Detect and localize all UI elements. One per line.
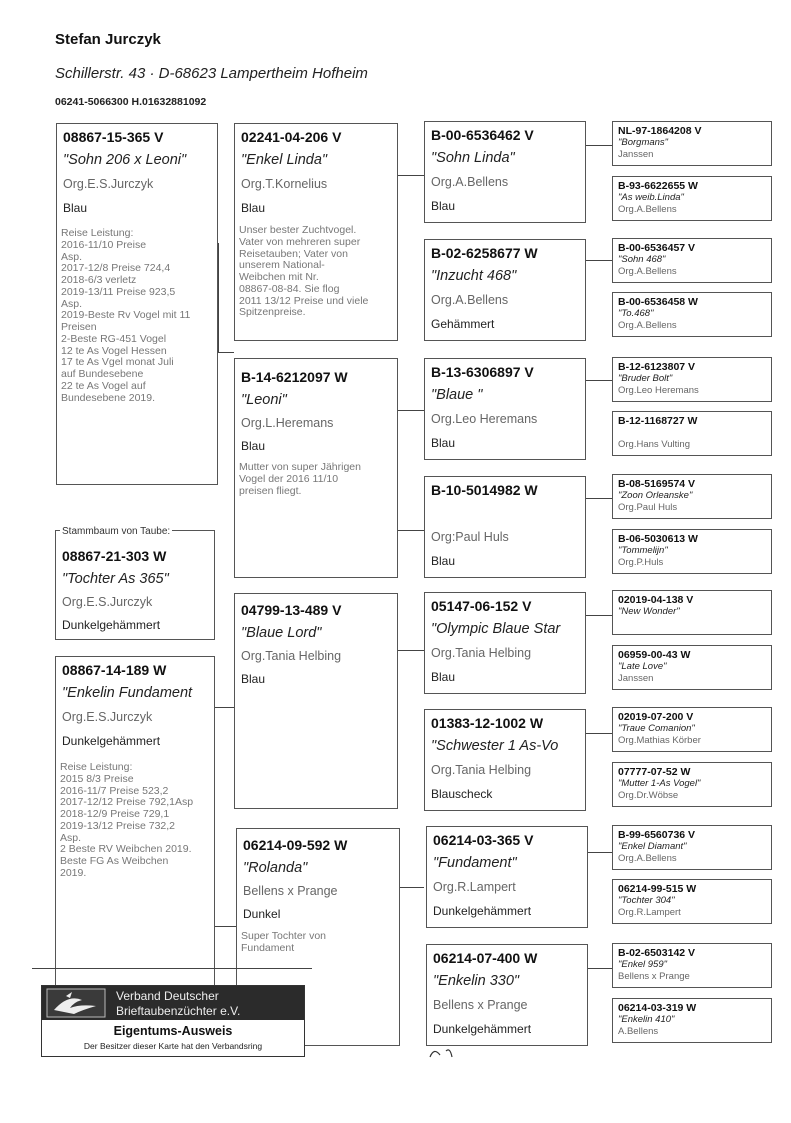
connector-line (214, 926, 236, 927)
ring-number: 02241-04-206 V (241, 129, 342, 145)
breeder-origin: Org.E.S.Jurczyk (63, 177, 154, 191)
connector-line (586, 260, 612, 261)
ring-number: B-00-6536457 V (618, 242, 696, 254)
note-line: Asp. (61, 250, 83, 263)
pigeon-name: "Blaue Lord" (241, 625, 322, 641)
pigeon-color: Dunkelgehämmert (62, 734, 161, 748)
ring-number: 06214-09-592 W (243, 837, 348, 853)
ring-number: 05147-06-152 V (431, 598, 532, 614)
pigeon-color: Dunkelgehämmert (433, 1022, 532, 1036)
ring-number: B-13-6306897 V (431, 364, 534, 380)
pedigree-box-great-grandparent (424, 239, 586, 341)
notes (60, 762, 193, 880)
pedigree-box-gen4 (612, 825, 772, 870)
owner-name: Stefan Jurczyk (55, 31, 161, 48)
connector-line (586, 145, 612, 146)
note-line: 2018-6/3 verletz (61, 274, 137, 286)
ownership-card (41, 985, 305, 1057)
note-line: 08867-08-84. Sie flog (239, 282, 340, 295)
note-line: Unser bester Zuchtvogel. (239, 224, 357, 236)
pigeon-name: "Inzucht 468" (431, 268, 517, 284)
ring-number: 02019-07-200 V (618, 711, 694, 723)
pigeon-name: "As weib.Linda" (618, 192, 684, 203)
notes (241, 931, 326, 955)
note-line: 2017-12/8 Preise 724,4 (61, 262, 171, 275)
ring-number: NL-97-1864208 V (618, 125, 702, 137)
pigeon-color: Dunkelgehämmert (433, 904, 532, 918)
breeder-origin: Org.A.Bellens (431, 175, 509, 189)
ring-number: B-99-6560736 V (618, 829, 696, 841)
owner-phone: 06241-5066300 H.01632881092 (55, 96, 207, 108)
notes (239, 225, 368, 319)
pedigree-box-gen4 (612, 357, 772, 402)
breeder-origin: Org.E.S.Jurczyk (62, 595, 153, 609)
ring-number: 06214-07-400 W (433, 950, 538, 966)
ring-number: B-08-5169574 V (618, 478, 696, 490)
pigeon-name: "Enkelin 410" (618, 1014, 675, 1025)
connector-line (398, 530, 424, 531)
pigeon-color: Blau (431, 436, 456, 450)
pedigree-box-gen4 (612, 762, 772, 807)
card-subtitle: Der Besitzer dieser Karte hat den Verbandsring (83, 1041, 263, 1051)
breeder-origin: Bellens x Prange (618, 971, 690, 982)
note-line: 2-Beste RG-451 Vogel (61, 332, 167, 345)
connector-line (398, 887, 424, 888)
note-line: Bundesebene 2019. (61, 391, 156, 404)
pedigree-box-gen4 (612, 292, 772, 337)
pedigree-box-gen4 (612, 176, 772, 221)
pedigree-box-great-grandparent (424, 358, 586, 460)
connector-line (398, 650, 424, 651)
connector-line (398, 410, 424, 411)
breeder-origin: A.Bellens (618, 1026, 659, 1037)
ring-number: 08867-15-365 V (63, 129, 164, 145)
pigeon-color: Blau (431, 199, 456, 213)
note-line: auf Bundesebene (61, 368, 144, 380)
note-line: Spitzenpreise. (239, 306, 306, 319)
ring-number: B-12-1168727 W (618, 415, 698, 427)
note-line: Reise Leistung: (61, 227, 134, 239)
pedigree-box-gen4 (612, 411, 772, 456)
pedigree-box-great-grandparent (426, 944, 588, 1046)
breeder-origin: Org.Tania Helbing (241, 649, 342, 663)
pigeon-name: "Tommelijn" (618, 545, 668, 556)
ring-number: B-02-6503142 V (618, 947, 696, 959)
note-line: 22 te As Vogel auf (61, 379, 146, 392)
note-line: unserem National- (239, 259, 325, 272)
pigeon-name: "Sohn Linda" (431, 150, 515, 166)
ring-number: B-00-6536462 V (431, 127, 534, 143)
pigeon-name: "New Wonder" (618, 606, 680, 617)
owner-address: Schillerstr. 43 · D-68623 Lampertheim Hofheim (55, 65, 368, 82)
note-line: 2016-11/7 Preise 523,2 (60, 784, 169, 797)
breeder-origin: Bellens x Prange (433, 998, 528, 1012)
note-line: Super Tochter von (241, 930, 327, 942)
breeder-origin: Org.P.Huls (618, 557, 664, 568)
breeder-origin: Org.Paul Huls (618, 502, 678, 513)
pedigree-box-great-grandparent (424, 476, 586, 578)
breeder-origin: Janssen (618, 149, 654, 160)
breeder-origin: Org.Tania Helbing (431, 646, 532, 660)
pedigree-box-gen4 (612, 474, 772, 519)
ring-number: B-14-6212097 W (241, 369, 348, 385)
ring-number: 06214-03-365 V (433, 832, 534, 848)
pigeon-color: Blau (241, 672, 266, 686)
pigeon-name: "Leoni" (241, 392, 287, 408)
breeder-origin: Org.A.Bellens (618, 853, 677, 864)
pedigree-box-great-grandparent (426, 826, 588, 928)
ring-number: B-10-5014982 W (431, 482, 538, 498)
note-line: 2011 13/12 Preise und viele (239, 294, 369, 307)
breeder-origin: Org.A.Bellens (618, 204, 677, 215)
note-line: Weibchen mit Nr. (239, 271, 319, 283)
pedigree-box-grandparent (234, 123, 398, 341)
breeder-origin: Org.R.Lampert (433, 880, 516, 894)
connector-line (586, 615, 612, 616)
breeder-origin: Org.A.Bellens (618, 320, 677, 331)
note-line: Reisetauben; Vater von (239, 247, 348, 260)
handwritten-mark-icon (428, 1045, 478, 1059)
note-line: Fundament (241, 941, 295, 954)
pedigree-box-great-grandparent (424, 121, 586, 223)
connector-line (586, 852, 612, 853)
pigeon-name: "Rolanda" (243, 860, 308, 876)
breeder-origin: Org.R.Lampert (618, 907, 681, 918)
breeder-origin: Org.E.S.Jurczyk (62, 710, 153, 724)
breeder-origin: Org.Leo Heremans (618, 385, 699, 396)
pigeon-name: "Enkelin Fundament (62, 685, 193, 701)
pigeon-name: "Zoon Orleanske" (618, 490, 693, 501)
pedigree-box-great-grandparent (424, 709, 586, 811)
pedigree-box-gen4 (612, 529, 772, 574)
pigeon-name: "Mutter 1-As Vogel" (618, 778, 701, 789)
pigeon-name: "Sohn 468" (618, 254, 666, 265)
breeder-origin: Org.Dr.Wöbse (618, 790, 679, 801)
pedigree-box-subject (56, 123, 218, 485)
card-org-line2: Brieftaubenzüchter e.V. (116, 1004, 241, 1018)
pigeon-color: Dunkel (243, 907, 281, 921)
ring-number: 07777-07-52 W (618, 766, 691, 778)
note-line: 2019-13/12 Preise 732,2 (60, 819, 176, 832)
pedigree-box-gen4 (612, 943, 772, 988)
pedigree-box-great-grandparent (424, 592, 586, 694)
connector-line (586, 968, 612, 969)
pigeon-name: "Bruder Bolt" (618, 373, 673, 384)
card-org-line1: Verband Deutscher (116, 989, 219, 1003)
pigeon-name: "Fundament" (433, 855, 517, 871)
breeder-origin: Org.Mathias Körber (618, 735, 701, 746)
pigeon-logo-icon (46, 988, 106, 1018)
pigeon-name: "Tochter As 365" (62, 571, 169, 587)
note-line: 2017-12/12 Preise 792,1Asp (60, 796, 194, 809)
breeder-origin: Org.T.Kornelius (241, 177, 328, 191)
pedigree-box-gen4 (612, 998, 772, 1043)
note-line: 2019-13/11 Preise 923,5 (61, 285, 176, 298)
pigeon-name: "Olympic Blaue Star (431, 621, 561, 637)
pigeon-name: "Tochter 304" (618, 895, 675, 906)
pigeon-name: "Enkel Linda" (241, 152, 328, 168)
pedigree-box-gen4 (612, 645, 772, 690)
pigeon-color: Gehämmert (431, 317, 495, 331)
note-line: 12 te As Vogel Hessen (61, 344, 167, 357)
breeder-origin: Org:Paul Huls (431, 530, 509, 544)
note-line: Vogel der 2016 11/10 (239, 472, 339, 485)
ring-number: B-12-6123807 V (618, 361, 696, 373)
note-line: Beste FG As Weibchen (60, 855, 169, 867)
connector-line (398, 175, 424, 176)
divider-line (32, 968, 312, 969)
notes (239, 462, 361, 497)
pigeon-name: "Borgmans" (618, 137, 669, 148)
notes (61, 228, 190, 404)
pigeon-color: Blauscheck (431, 787, 493, 801)
note-line: 2016-11/10 Preise (61, 238, 147, 251)
ring-number: 02019-04-138 V (618, 594, 694, 606)
breeder-origin: Bellens x Prange (243, 884, 338, 898)
pigeon-name: "Enkel 959" (618, 959, 667, 970)
pedigree-box-grandparent (234, 358, 398, 578)
connector-line (218, 352, 234, 353)
note-line: 2015 8/3 Preise (60, 772, 134, 785)
note-line: Vater von mehreren super (239, 235, 361, 248)
ring-number: 08867-14-189 W (62, 662, 167, 678)
pedigree-box-gen4 (612, 121, 772, 166)
pigeon-name: "Enkelin 330" (433, 973, 520, 989)
pedigree-box-gen4 (612, 707, 772, 752)
breeder-origin: Org.Leo Heremans (431, 412, 538, 426)
pigeon-name: "Blaue " (431, 387, 483, 403)
pedigree-box-gen4 (612, 590, 772, 635)
pigeon-name: "Schwester 1 As-Vo (431, 738, 559, 754)
ring-number: 06214-03-319 W (618, 1002, 697, 1014)
note-line: Mutter von super Jährigen (239, 461, 361, 473)
connector-line (586, 498, 612, 499)
card-banner (42, 986, 304, 1020)
pigeon-color: Blau (63, 201, 88, 215)
pigeon-color: Blau (241, 201, 266, 215)
pigeon-name: "To.468" (618, 308, 654, 319)
pedigree-box-sire (55, 530, 215, 640)
note-line: 2 Beste RV Weibchen 2019. (60, 843, 192, 856)
pigeon-name: "Sohn 206 x Leoni" (63, 152, 187, 168)
pedigree-box-gen4 (612, 879, 772, 924)
breeder-origin: Org.A.Bellens (618, 266, 677, 277)
breeder-origin: Org.L.Heremans (241, 416, 334, 430)
ring-number: 08867-21-303 W (62, 548, 167, 564)
pedigree-box-grandparent (234, 593, 398, 809)
note-line: 2019. (60, 866, 87, 879)
breeder-origin: Janssen (618, 673, 654, 684)
ring-number: 06214-99-515 W (618, 883, 697, 895)
pigeon-color: Dunkelgehämmert (62, 618, 161, 632)
note-line: Reise Leistung: (60, 761, 133, 773)
ring-number: B-02-6258677 W (431, 245, 538, 261)
pigeon-color: Blau (431, 670, 456, 684)
ring-number: 06959-00-43 W (618, 649, 691, 661)
breeder-origin: Org.A.Bellens (431, 293, 509, 307)
pigeon-name: "Traue Comanion" (618, 723, 695, 734)
breeder-origin: Org.Hans Vulting (618, 439, 690, 450)
note-line: Asp. (61, 297, 83, 310)
connector-line (218, 243, 219, 353)
card-title: Eigentums-Ausweis (113, 1024, 233, 1038)
connector-line (586, 733, 612, 734)
pedigree-box-gen4 (612, 238, 772, 283)
ring-number: B-06-5030613 W (618, 533, 698, 545)
pigeon-name: "Late Love" (618, 661, 667, 672)
note-line: 17 te As Vgel monat Juli (61, 356, 174, 369)
pigeon-color: Blau (241, 439, 266, 453)
note-line: preisen fliegt. (239, 484, 302, 497)
note-line: 2018-12/9 Preise 729,1 (60, 808, 170, 820)
note-line: 2019-Beste Rv Vogel mit 11 (61, 309, 191, 322)
ring-number: 01383-12-1002 W (431, 715, 544, 731)
note-line: Preisen (61, 321, 97, 333)
pigeon-color: Blau (431, 554, 456, 568)
connector-line (214, 707, 234, 708)
pigeon-name: "Enkel Diamant" (618, 841, 687, 852)
stammbaum-label: Stammbaum von Taube: (62, 526, 171, 537)
ring-number: B-93-6622655 W (618, 180, 698, 192)
ring-number: 04799-13-489 V (241, 602, 342, 618)
breeder-origin: Org.Tania Helbing (431, 763, 532, 777)
note-line: Asp. (60, 831, 82, 844)
connector-line (586, 380, 612, 381)
ring-number: B-00-6536458 W (618, 296, 698, 308)
